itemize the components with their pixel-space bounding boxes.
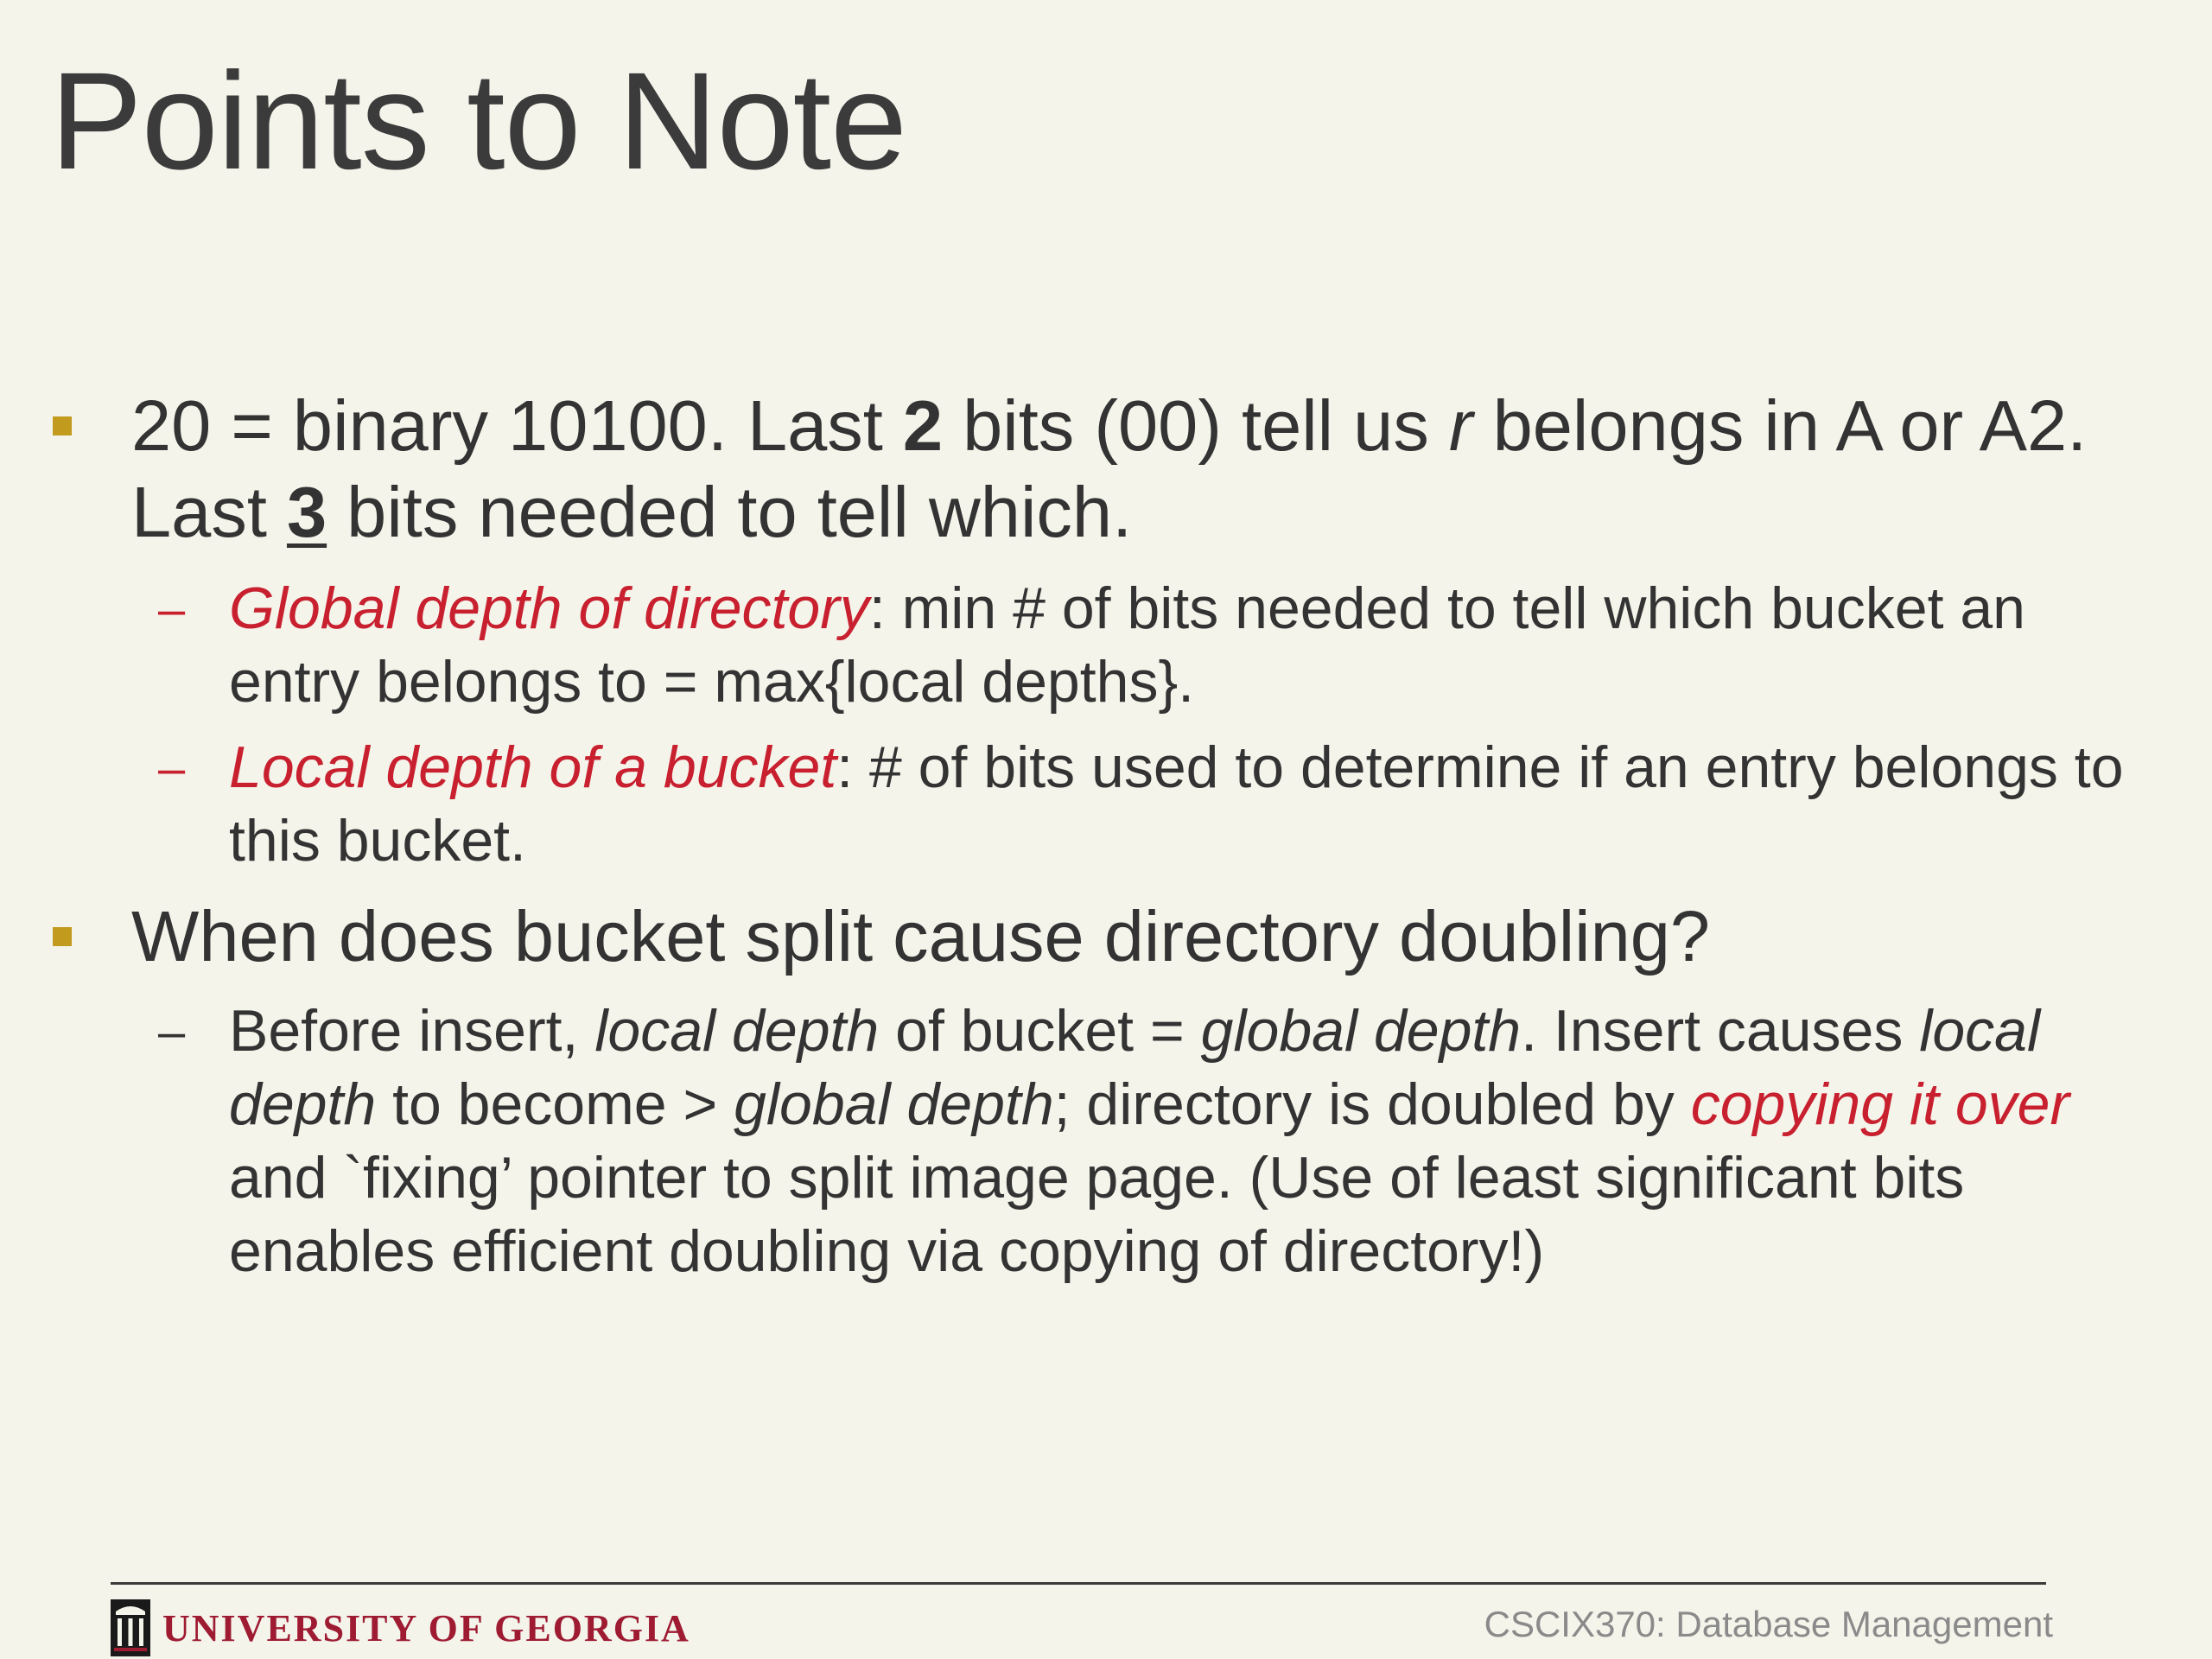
dash-icon: –: [158, 582, 186, 636]
course-label: CSCIX370: Database Management: [1484, 1604, 2053, 1644]
sub-text: and `fixing’ pointer to split image page. (Use of least significant bits enables efficient doubling via copying of directory!): [229, 1145, 1965, 1284]
square-bullet-icon: [53, 416, 72, 435]
dash-icon: –: [158, 741, 186, 795]
italic-term: global depth: [734, 1071, 1054, 1137]
sub-local-depth: [158, 731, 2164, 878]
square-bullet-icon: [53, 927, 72, 946]
sub-text: to become >: [376, 1071, 734, 1137]
university-logo: [111, 1597, 690, 1659]
sub-text: : # of bits used to determine if an entry belongs to this bucket.: [229, 734, 2124, 874]
italic-term: local depth: [594, 998, 880, 1064]
university-name: UNIVERSITY OF GEORGIA: [162, 1606, 690, 1649]
sub-text: : min # of bits needed to tell which bucket an entry belongs to = max{local depths}.: [229, 575, 2025, 715]
bullet-text: When does bucket split cause directory doubling?: [131, 896, 1711, 976]
italic-term: global depth: [1200, 998, 1522, 1064]
term-local-depth: Local depth of a bucket: [229, 734, 837, 800]
italic-term: local depth: [229, 998, 2041, 1137]
slide-title: Points to Note: [50, 43, 906, 198]
bullet-binary: [131, 383, 2153, 556]
italic-r: r: [1448, 385, 1473, 466]
term-global-depth: Global depth of directory: [229, 575, 869, 641]
sub-global-depth: [158, 572, 2164, 719]
bullet-text: belongs in A or A2. Last: [131, 385, 2088, 552]
bullet-text: bits (00) tell us: [943, 385, 1449, 466]
sub-text: Before insert,: [229, 998, 595, 1064]
term-copying: copying it over: [1690, 1071, 2070, 1137]
sub-text: of bucket =: [879, 998, 1201, 1064]
sub-before-insert: [158, 995, 2164, 1288]
dash-icon: –: [158, 1004, 186, 1058]
bullet-doubling: [131, 893, 2153, 980]
sub-text: . Insert causes: [1521, 998, 1920, 1064]
bold-underline-digit: 3: [286, 472, 327, 552]
bullet-text: bits needed to tell which.: [327, 472, 1133, 552]
footer-divider: [111, 1582, 2046, 1585]
bold-digit: 2: [902, 385, 944, 466]
sub-text: ; directory is doubled by: [1053, 1071, 1691, 1137]
bullet-text: 20 = binary 10100. Last: [131, 385, 903, 466]
uga-arch-icon: [111, 1599, 150, 1656]
